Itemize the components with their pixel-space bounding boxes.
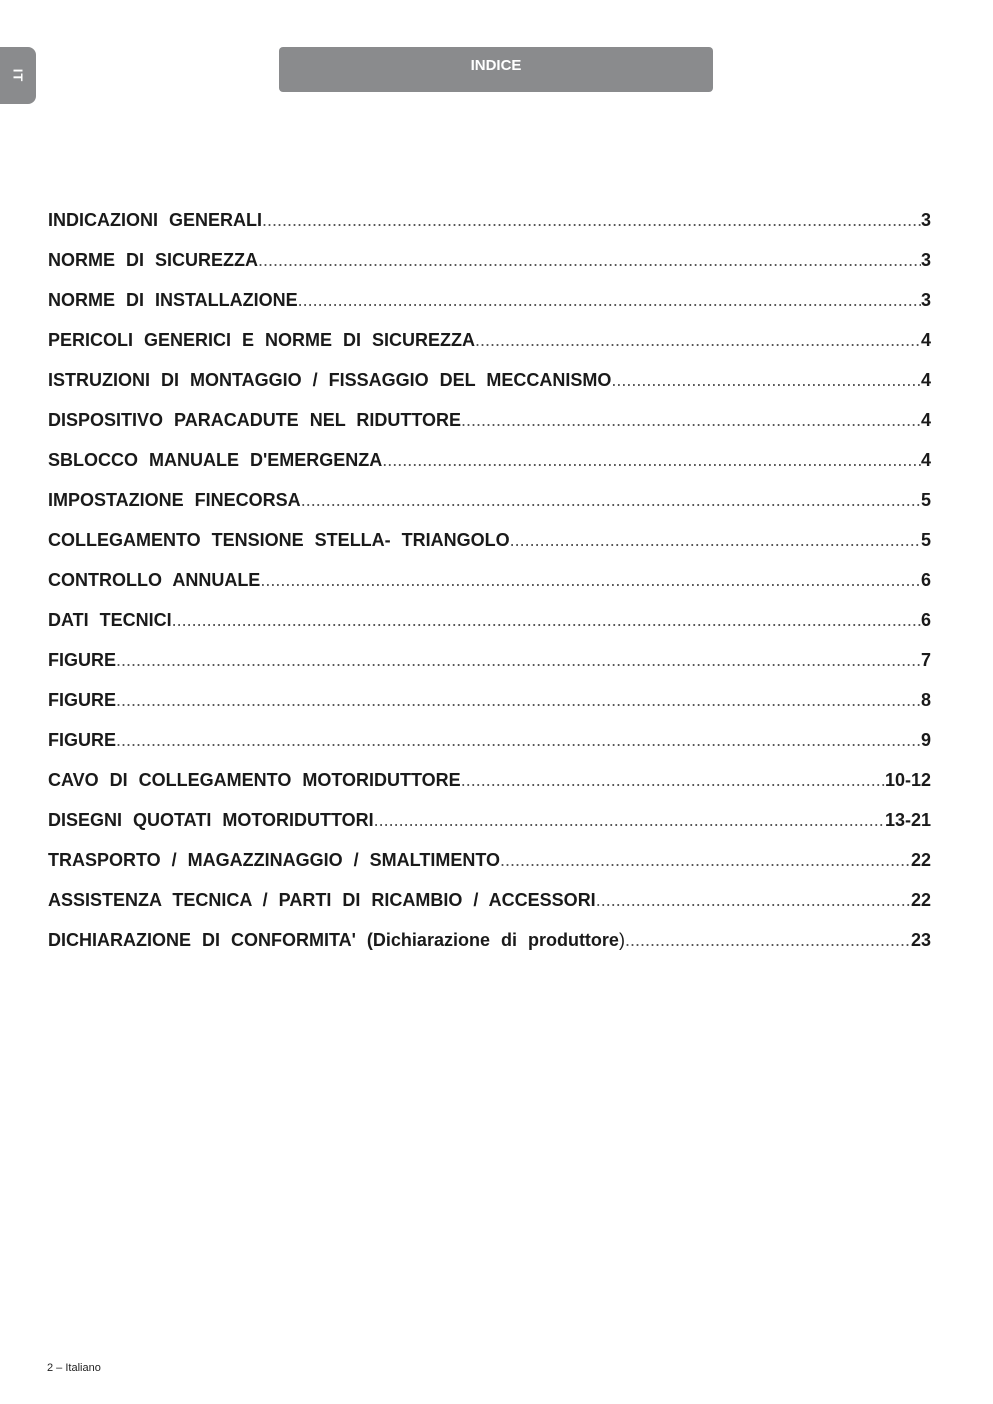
toc-leader-dots	[374, 800, 885, 840]
toc-entry-title: TRASPORTO / MAGAZZINAGGIO / SMALTIMENTO	[48, 850, 500, 870]
toc-entry[interactable]	[48, 800, 931, 840]
toc-entry-title: NORME DI INSTALLAZIONE	[48, 290, 298, 310]
toc-leader-dots	[510, 520, 921, 560]
toc-leader-dots	[301, 480, 921, 520]
toc-leader-dots	[596, 880, 911, 920]
toc-entry-page: 10-12	[884, 770, 931, 790]
toc-leader-dots	[611, 360, 921, 400]
toc-entry-title: DISPOSITIVO PARACADUTE NEL RIDUTTORE	[48, 410, 462, 430]
toc-entry[interactable]	[48, 600, 931, 640]
toc-entry-title: CAVO DI COLLEGAMENTO MOTORIDUTTORE	[48, 770, 461, 790]
toc-entry-title	[48, 920, 625, 960]
table-of-contents	[48, 200, 931, 960]
toc-entry-title: IMPOSTAZIONE FINECORSA	[48, 490, 301, 510]
toc-entry-page: 4	[920, 370, 931, 390]
toc-entry[interactable]	[48, 400, 931, 440]
toc-entry-page: 9	[920, 730, 931, 750]
toc-entry[interactable]	[48, 760, 931, 800]
toc-leader-dots	[461, 760, 885, 800]
toc-entry[interactable]	[48, 560, 931, 600]
toc-leader-dots	[461, 400, 921, 440]
toc-entry-title: CONTROLLO ANNUALE	[48, 570, 261, 590]
toc-leader-dots	[625, 920, 911, 960]
toc-entry[interactable]	[48, 680, 931, 720]
toc-leader-dots	[260, 560, 921, 600]
toc-entry[interactable]	[48, 480, 931, 520]
toc-entry-title: FIGURE	[48, 650, 117, 670]
toc-entry[interactable]	[48, 520, 931, 560]
toc-entry-page: 3	[920, 250, 931, 270]
toc-entry-title: DISEGNI QUOTATI MOTORIDUTTORI	[48, 810, 374, 830]
toc-entry[interactable]	[48, 360, 931, 400]
toc-entry-page: 4	[920, 330, 931, 350]
toc-entry-page: 7	[920, 650, 931, 670]
toc-entry-title: SBLOCCO MANUALE D'EMERGENZA	[48, 450, 383, 470]
toc-leader-dots	[475, 320, 921, 360]
toc-entry-page: 4	[920, 410, 931, 430]
toc-entry-page: 4	[920, 450, 931, 470]
toc-entry-title: COLLEGAMENTO TENSIONE STELLA- TRIANGOLO	[48, 530, 510, 550]
toc-entry-title: ASSISTENZA TECNICA / PARTI DI RICAMBIO / ACCESSORI	[48, 890, 596, 910]
toc-entry-title-main: DICHIARAZIONE DI CONFORMITA' (Dichiarazione di produttore	[48, 930, 619, 950]
toc-leader-dots	[382, 440, 921, 480]
toc-entry-page: 8	[920, 690, 931, 710]
toc-leader-dots	[172, 600, 921, 640]
toc-leader-dots	[262, 200, 921, 240]
page-footer: 2 – Italiano	[47, 1362, 101, 1374]
toc-entry-title: INDICAZIONI GENERALI	[48, 210, 263, 230]
toc-leader-dots	[258, 240, 921, 280]
toc-entry[interactable]	[48, 640, 931, 680]
toc-entry[interactable]	[48, 440, 931, 480]
toc-leader-dots	[116, 640, 921, 680]
toc-entry-page: 22	[910, 890, 931, 910]
toc-leader-dots	[116, 720, 921, 760]
toc-entry-page: 6	[920, 610, 931, 630]
toc-entry-title: FIGURE	[48, 730, 117, 750]
toc-entry-page: 22	[910, 850, 931, 870]
toc-entry[interactable]	[48, 320, 931, 360]
toc-entry-title: FIGURE	[48, 690, 117, 710]
toc-entry-page: 13-21	[884, 810, 931, 830]
page-title: INDICE	[279, 47, 713, 92]
toc-entry-page: 5	[920, 530, 931, 550]
toc-leader-dots	[116, 680, 921, 720]
toc-entry-title: ISTRUZIONI DI MONTAGGIO / FISSAGGIO DEL MECCANISMO	[48, 370, 612, 390]
toc-entry-page: 6	[920, 570, 931, 590]
toc-entry[interactable]	[48, 240, 931, 280]
toc-entry-page: 3	[920, 290, 931, 310]
toc-entry-page: 3	[920, 210, 931, 230]
toc-entry[interactable]	[48, 720, 931, 760]
toc-entry[interactable]	[48, 880, 931, 920]
toc-entry[interactable]	[48, 840, 931, 880]
toc-entry-title-tail: )	[618, 930, 625, 950]
toc-entry-page: 5	[920, 490, 931, 510]
toc-entry[interactable]	[48, 920, 931, 960]
toc-entry-page: 23	[910, 930, 931, 950]
language-tab-label: IT	[10, 68, 26, 83]
toc-entry[interactable]	[48, 280, 931, 320]
toc-entry-title: PERICOLI GENERICI E NORME DI SICUREZZA	[48, 330, 476, 350]
toc-entry[interactable]	[48, 200, 931, 240]
language-tab	[0, 47, 36, 104]
toc-leader-dots	[298, 280, 921, 320]
toc-entry-title: NORME DI SICUREZZA	[48, 250, 258, 270]
toc-leader-dots	[500, 840, 911, 880]
toc-entry-title: DATI TECNICI	[48, 610, 172, 630]
